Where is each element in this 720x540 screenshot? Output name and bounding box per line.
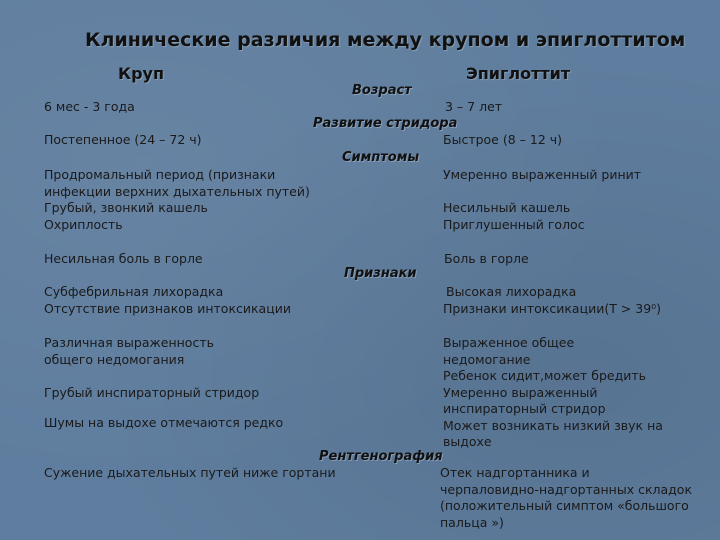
epiglottitis-stridor-onset: Быстрое (8 – 12 ч) (443, 132, 563, 147)
croup-prodromal (44, 167, 310, 200)
epiglottitis-malaise-line: Выраженное общее (443, 335, 575, 350)
epiglottitis-malaise-line: недомогание (443, 351, 531, 367)
croup-malaise-line: общего недомогания (44, 351, 185, 367)
croup-exhale: Шумы на выдохе отмечаются редко (44, 415, 284, 430)
croup-age: 6 мес - 3 года (44, 99, 135, 114)
croup-fever: Субфебрильная лихорадка (44, 284, 224, 299)
croup-throat: Несильная боль в горле (44, 251, 203, 266)
epiglottitis-malaise-line: выдохе (443, 434, 492, 449)
section-signs: Признаки (344, 266, 417, 281)
croup-prodromal-line: Продромальный период (признаки (44, 167, 276, 182)
epiglottitis-age: 3 – 7 лет (445, 99, 503, 114)
croup-prodromal-line: инфекции верхних дыхательных путей) (44, 183, 310, 199)
epiglottitis-malaise-line: Может возникать низкий звук на (443, 417, 663, 433)
epiglottitis-malaise-line: инспираторный стридор (443, 401, 606, 416)
epiglottitis-fever: Высокая лихорадка (446, 284, 577, 299)
croup-xray: Сужение дыхательных путей ниже гортани (44, 465, 336, 480)
croup-hoarseness: Охриплость (44, 217, 123, 232)
epiglottitis-xray (440, 465, 692, 531)
epiglottitis-cough: Несильный кашель (443, 200, 571, 215)
epiglottitis-xray-line: пальца ») (440, 514, 504, 530)
croup-intoxication: Отсутствие признаков интоксикации (44, 301, 291, 316)
section-xray: Рентгенография (319, 449, 443, 464)
epiglottitis-xray-line: Отек надгортанника и (440, 465, 590, 480)
croup-column-header: Круп (118, 64, 165, 83)
section-stridor: Развитие стридора (313, 116, 458, 131)
epiglottitis-xray-line: (положительный симптом «большого (440, 498, 689, 513)
croup-insp-stridor: Грубый инспираторный стридор (44, 385, 260, 400)
croup-malaise (44, 335, 214, 368)
epiglottitis-rhinitis: Умеренно выраженный ринит (443, 167, 642, 182)
croup-stridor-onset: Постепенное (24 – 72 ч) (44, 132, 202, 147)
slide-title: Клинические различия между крупом и эпиглоттитом (85, 29, 686, 51)
epiglottitis-intoxication: Признаки интоксикации(Т > 39⁰) (443, 301, 662, 316)
epiglottitis-malaise-line: Ребенок сидит,может бредить (443, 368, 647, 383)
epiglottitis-malaise (443, 335, 663, 451)
croup-cough: Грубый, звонкий кашель (44, 200, 208, 215)
epiglottitis-xray-line: черпаловидно-надгортанных складок (440, 481, 693, 497)
epiglottitis-voice: Приглушенный голос (443, 217, 585, 232)
epiglottitis-column-header: Эпиглоттит (466, 64, 571, 83)
epiglottitis-malaise-line: Умеренно выраженный (443, 384, 598, 400)
section-symptoms: Симптомы (342, 150, 420, 165)
croup-malaise-line: Различная выраженность (44, 335, 214, 350)
epiglottitis-throat: Боль в горле (444, 251, 529, 266)
section-age: Возраст (352, 83, 412, 98)
